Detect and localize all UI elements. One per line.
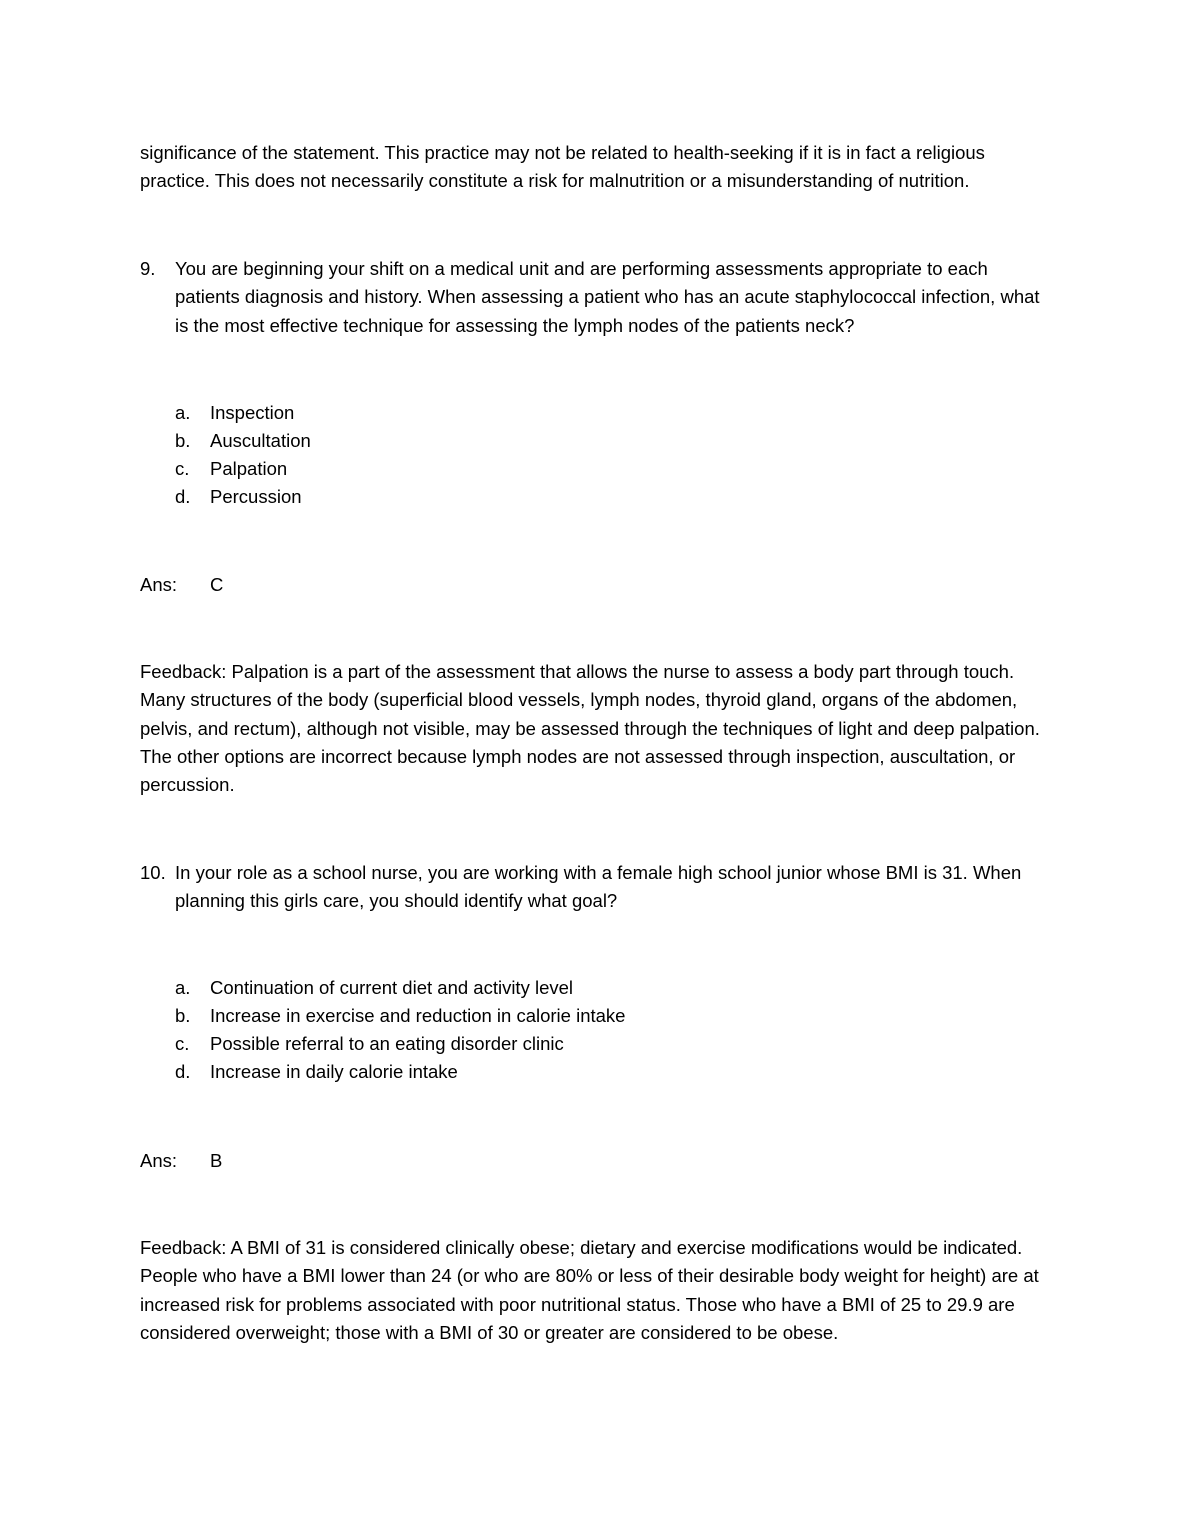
answer-value: C <box>210 574 224 595</box>
question-number: 9. <box>140 258 156 279</box>
option-text: Percussion <box>210 486 302 507</box>
feedback-10: Feedback: A BMI of 31 is considered clinically obese; dietary and exercise modifications would be indicated. People who have a BMI lower than 24 (or who are 80% or less of their desirable body weight for height) are at increased risk for problems associated with poor nutritional status. Those who have a BMI of 25 to 29.9 are considered overweight; those with a BMI of 30 or greater are considered to be obese. <box>140 1237 1039 1343</box>
option-text: Increase in exercise and reduction in calorie intake <box>210 1005 626 1026</box>
question-text: You are beginning your shift on a medical unit and are performing assessments appropriate to each patients diagnosis and history. When assessing a patient who has an acute staphylococcal infection, what is the most effective technique for assessing the lymph nodes of the patients neck? <box>175 258 1040 336</box>
option-text: Palpation <box>210 458 288 479</box>
question-number: 10. <box>140 862 166 883</box>
option-text: Possible referral to an eating disorder clinic <box>210 1033 564 1054</box>
option-letter: c. <box>175 1033 190 1054</box>
answer-line-9 <box>140 571 224 599</box>
option-letter: c. <box>175 458 190 479</box>
answer-line-10 <box>140 1147 223 1175</box>
option-letter: a. <box>175 402 191 423</box>
option-text: Auscultation <box>210 430 311 451</box>
option-text: Increase in daily calorie intake <box>210 1061 458 1082</box>
option-letter: d. <box>175 486 191 507</box>
option-text: Continuation of current diet and activity level <box>210 977 574 998</box>
question-text: In your role as a school nurse, you are working with a female high school junior whose BMI is 31. When planning this girls care, you should identify what goal? <box>175 862 1022 912</box>
answer-value: B <box>210 1150 223 1171</box>
option-letter: b. <box>175 1005 191 1026</box>
answer-label: Ans: <box>140 574 178 595</box>
option-text: Inspection <box>210 402 295 423</box>
option-letter: d. <box>175 1061 191 1082</box>
option-letter: b. <box>175 430 191 451</box>
feedback-9: Feedback: Palpation is a part of the assessment that allows the nurse to assess a body part through touch. Many structures of the body (superficial blood vessels, lymph nodes, thyroid gland, organs of the abdomen, pelvis, and rectum), although not visible, may be assessed through the techniques of light and deep palpation. The other options are incorrect because lymph nodes are not assessed through inspection, auscultation, or percussion. <box>140 661 1040 796</box>
intro-paragraph: significance of the statement. This practice may not be related to health-seeking if it is in fact a religious practice. This does not necessarily constitute a risk for malnutrition or a misunderstanding of nutrition. <box>140 142 985 192</box>
option-letter: a. <box>175 977 191 998</box>
answer-label: Ans: <box>140 1150 178 1171</box>
